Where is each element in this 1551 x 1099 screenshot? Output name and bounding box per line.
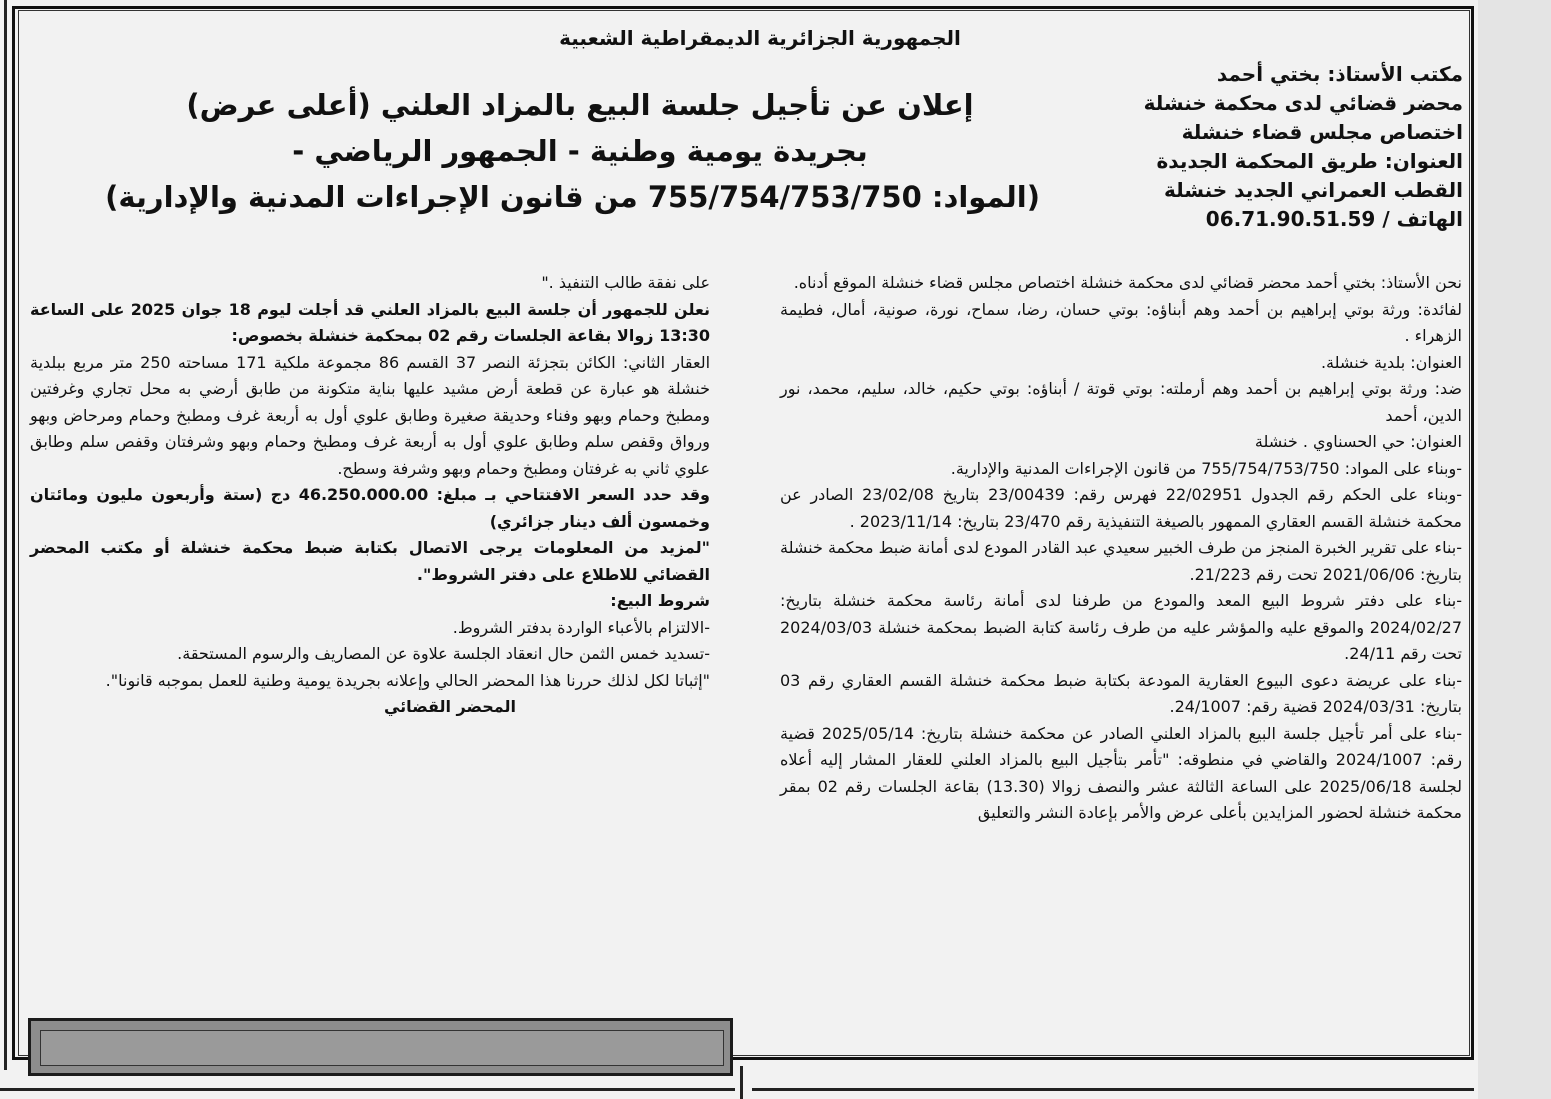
paragraph: العقار الثاني: الكائن بتجزئة النصر 37 القسم 86 مجموعة ملكية 171 مساحته 250 متر مربع ببلدية خنشلة هو عبارة عن قطعة أرض مشيد عليها بناية متكونة من طابق أرضي به محل تجاري وغرفتين ومطبخ وحمام وبهو وفناء وحديقة صغيرة وطابق علوي أول به أربعة غرف ومطبخ وحمام ومرحاض وبهو ورواق وقفص سلم وطابق علوي أول به أربعة غرف ومطبخ وحمام وبهو وشرفتان وقفص سلم وطابق علوي ثاني به غرفتان ومطبخ وحمام وبهو وشرفة وسطح. (30, 352, 711, 478)
paragraph: وقد حدد السعر الافتتاحي بـ مبلغ: 46.250.000.00 دج (ستة وأربعون مليون ومائتان وخمسون ألف دينار جزائري) (30, 485, 711, 531)
office-name: مكتب الأستاذ: بختي أحمد (1216, 62, 1463, 86)
office-phone: الهاتف / 06.71.90.51.59 (1205, 207, 1463, 231)
conditions-title: شروط البيع: (610, 591, 710, 610)
left-edge-rule (4, 0, 7, 1070)
left-text-column (30, 270, 710, 721)
page-edge-strip (1478, 0, 1551, 1099)
bottom-rule-left (0, 1088, 735, 1091)
bailiff-office-block (1083, 60, 1463, 234)
office-jurisdiction: اختصاص مجلس قضاء خنشلة (1181, 120, 1463, 144)
column-separator (740, 1066, 743, 1099)
paragraph: على نفقة طالب التنفيذ ." (541, 273, 710, 292)
paragraph: لفائدة: ورثة بوتي إبراهيم بن أحمد وهم أبناؤه: بوتي حسان، رضا، سماح، نورة، صونية، أمال، فطيمة الزهراء . (780, 299, 1462, 345)
grey-footer-inner (40, 1030, 724, 1066)
paragraph: -وبناء على الحكم رقم الجدول 22/02951 فهرس رقم: 23/00439 بتاريخ 23/02/08 الصادر عن محكمة خنشلة القسم العقاري الممهور بالصيغة التنفيذية رقم 23/470 بتاريخ: 2023/11/14 . (780, 485, 1463, 531)
paragraph: "لمزيد من المعلومات يرجى الاتصال بكتابة ضبط محكمة خنشلة أو مكتب المحضر القضائي للاطلاع على دفتر الشروط". (30, 538, 710, 584)
headline-line-1: إعلان عن تأجيل جلسة البيع بالمزاد العلني (أعلى عرض) (186, 88, 974, 122)
republic-title: الجمهورية الجزائرية الديمقراطية الشعبية (559, 26, 961, 50)
bottom-rule-right (752, 1088, 1474, 1091)
office-role: محضر قضائي لدى محكمة خنشلة (1143, 91, 1463, 115)
paragraph: ضد: ورثة بوتي إبراهيم بن أحمد وهم أرملته: بوتي قوتة / أبناؤه: بوتي حكيم، خالد، سليم، محمد، نور الدين، أحمد (780, 379, 1462, 425)
paragraph: نعلن للجمهور أن جلسة البيع بالمزاد العلني قد أجلت ليوم 18 جوان 2025 على الساعة 13:30 زوالا بقاعة الجلسات رقم 02 بمحكمة خنشلة بخصوص: (30, 299, 711, 345)
office-address: العنوان: طريق المحكمة الجديدة (1156, 149, 1463, 173)
paragraph: "إثباتا لكل لذلك حررنا هذا المحضر الحالي وإعلانه بجريدة يومية وطنية للعمل بموجبه قانونا". (105, 670, 710, 690)
announcement-headline (105, 82, 1040, 220)
paragraph: العنوان: حي الحسناوي . خنشلة (1254, 432, 1462, 451)
paragraph: -وبناء على المواد: 755/754/753/750 من قانون الإجراءات المدنية والإدارية. (950, 458, 1462, 478)
paragraph: -بناء على دفتر شروط البيع المعد والمودع من طرفنا لدى أمانة رئاسة محكمة خنشلة بتاريخ: 2024/02/27 والموقع عليه والمؤشر عليه من طرف رئاسة كتابة الضبط بمحكمة خنشلة 2024/03/03 تحت رقم 24/11. (780, 591, 1462, 663)
headline-line-3: (المواد: 755/754/753/750 من قانون الإجراءات المدنية والإدارية) (105, 180, 1040, 214)
paragraph: -بناء على عريضة دعوى البيوع العقارية المودعة بكتابة ضبط محكمة خنشلة القسم العقاري رقم 03 بتاريخ: 2024/03/31 قضية رقم: 24/1007. (780, 670, 1462, 716)
paragraph: العنوان: بلدية خنشلة. (1320, 352, 1462, 372)
signature-label: المحضر القضائي (383, 697, 516, 716)
right-text-column (780, 270, 1462, 827)
headline-line-2: بجريدة يومية وطنية - الجمهور الرياضي - (292, 134, 868, 168)
condition-item: -الالتزام بالأعباء الواردة بدفتر الشروط. (452, 617, 710, 637)
paragraph: نحن الأستاذ: بختي أحمد محضر قضائي لدى محكمة خنشلة اختصاص مجلس قضاء خنشلة الموقع أدناه. (793, 273, 1462, 292)
office-address-2: القطب العمراني الجديد خنشلة (1163, 178, 1463, 202)
paragraph: -بناء على أمر تأجيل جلسة البيع بالمزاد العلني الصادر عن محكمة خنشلة بتاريخ: 2025/05/14 قضية رقم: 2024/1007 والقاضي في منطوقه: "تأمر بتأجيل البيع بالمزاد العلني للعقار المشار إليه أعلاه لجلسة 2025/06/18 على الساعة الثالثة عشر والنصف زوالا (13.30) بقاعة الجلسات رقم 02 بمقر محكمة خنشلة لحضور المزايدين بأعلى عرض والأمر بإعادة النشر والتعليق (780, 723, 1463, 822)
paragraph: -بناء على تقرير الخبرة المنجز من طرف الخبير سعيدي عبد القادر المودع لدى أمانة ضبط محكمة خنشلة بتاريخ: 2021/06/06 تحت رقم 21/223. (780, 538, 1462, 584)
condition-item: -تسديد خمس الثمن حال انعقاد الجلسة علاوة عن المصاريف والرسوم المستحقة. (177, 644, 710, 663)
